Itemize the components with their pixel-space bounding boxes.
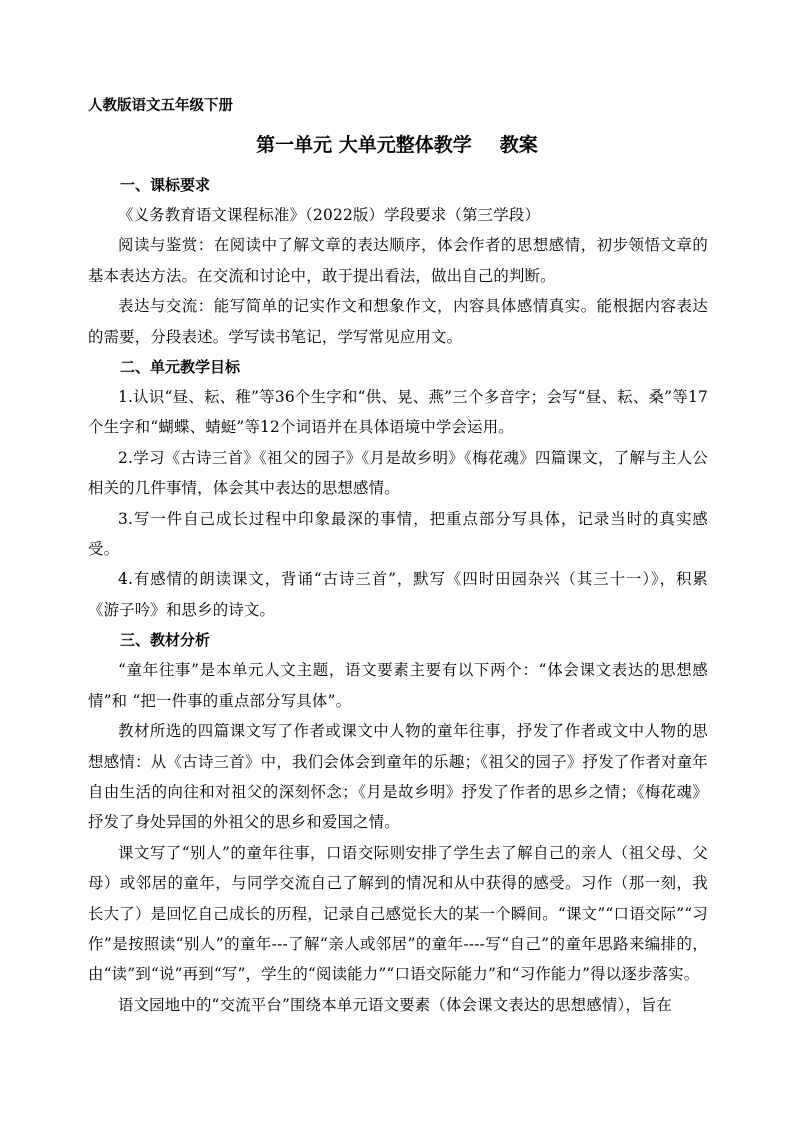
- document-body: [88, 170, 708, 1020]
- title-main: 第一单元 大单元整体教学: [256, 134, 472, 156]
- paragraph: 表达与交流：能写简单的记实作文和想象作文，内容具体感情真实。能根据内容表达的需要，分段表述。学写读书笔记，学写常见应用文。: [88, 297, 708, 346]
- section-heading: 二、单元教学目标: [120, 358, 241, 377]
- paragraph: 1.认识“昼、耘、稚”等36个生字和“供、晃、燕”三个多音字；会写“昼、耘、桑”等17个生字和“蝴蝶、蜻蜓”等12个词语并在具体语境中学会运用。: [88, 388, 708, 437]
- paragraph: 语文园地中的“交流平台”围绕本单元语文要素（体会课文表达的思想感情），旨在: [118, 995, 673, 1014]
- paragraph: “童年往事”是本单元人文主题，语文要素主要有以下两个：“体会课文表达的思想感情”和 “把一件事的重点部分写具体”。: [88, 661, 708, 710]
- paragraph: 阅读与鉴赏：在阅读中了解文章的表达顺序，体会作者的思想感情，初步领悟文章的基本表达方法。在交流和讨论中，敢于提出看法，做出自己的判断。: [88, 236, 708, 285]
- paragraph: 4.有感情的朗读课文，背诵“古诗三首”，默写《四时田园杂兴（其三十一）》，积累《游子吟》和思乡的诗文。: [88, 570, 708, 619]
- paragraph: 课文写了“别人”的童年往事，口语交际则安排了学生去了解自己的亲人（祖父母、父母）或邻居的童年，与同学交流自己了解到的情况和从中获得的感受。习作（那一刻，我长大了）是回忆自己成长的历程，记录自己感觉长大的某一个瞬间。“课文”“口语交际”“习作”是按照读“别人”的童年---了解“亲人或邻居”的童年----写“自己”的童年思路来编排的，由“读”到“说”再到“写”，学生的“阅读能力”“口语交际能力”和“习作能力”得以逐步落实。: [88, 843, 708, 984]
- paragraph: 《义务教育语文课程标准》（2022版）学段要求（第三学段）: [118, 206, 541, 224]
- paragraph: 3.写一件自己成长过程中印象最深的事情，把重点部分写具体，记录当时的真实感受。: [88, 509, 708, 559]
- section-heading: 一、课标要求: [120, 176, 211, 194]
- document-header: 人教版语文五年级下册: [88, 98, 233, 114]
- paragraph: 2.学习《古诗三首》《祖父的园子》《月是故乡明》《梅花魂》四篇课文，了解与主人公相关的几件事情，体会其中表达的思想感情。: [88, 448, 708, 498]
- section-heading: 三、教材分析: [120, 631, 211, 650]
- page-title: [0, 130, 794, 157]
- paragraph: 教材所选的四篇课文写了作者或课文中人物的童年往事，抒发了作者或文中人物的思想感情：从《古诗三首》中，我们会体会到童年的乐趣；《祖父的园子》抒发了作者对童年自由生活的向往和对祖父的深刻怀念；《月是故乡明》抒发了作者的思乡之情；《梅花魂》抒发了身处异国的外祖父的思乡和爱国之情。: [88, 722, 708, 832]
- title-sub: 教案: [499, 134, 538, 156]
